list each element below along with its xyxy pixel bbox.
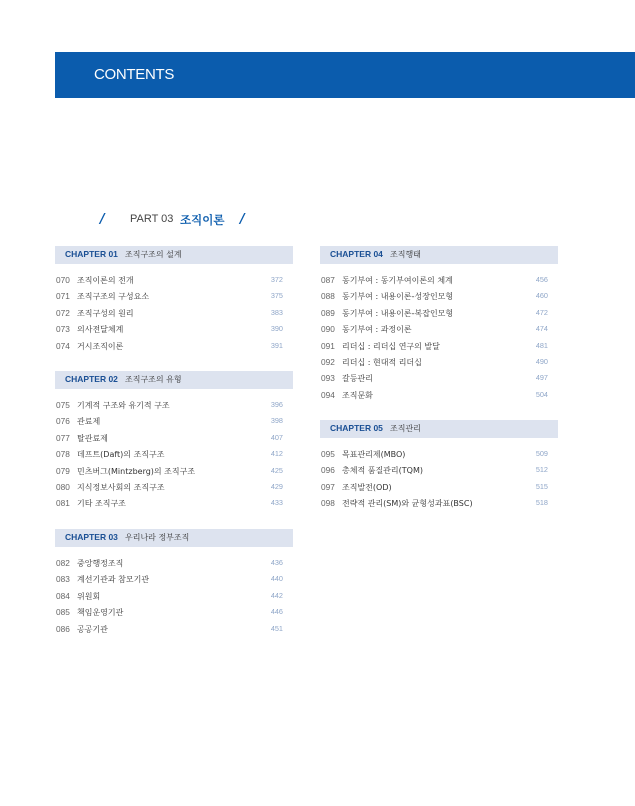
entry-page: 472 xyxy=(535,307,548,317)
entry-title: 동기부여 : 과정이론 xyxy=(342,325,412,335)
toc-entry[interactable] xyxy=(320,495,558,511)
entry-number: 089 xyxy=(321,307,335,318)
chapter-name: 조직구조의 유형 xyxy=(125,375,182,384)
entry-number: 094 xyxy=(321,389,335,400)
entry-number: 096 xyxy=(321,465,335,476)
entry-title: 관료제 xyxy=(77,417,101,427)
toc-entry[interactable] xyxy=(320,370,558,386)
chapter-section-01 xyxy=(55,246,293,354)
entry-page: 390 xyxy=(270,324,283,334)
toc-entry[interactable] xyxy=(55,413,293,429)
entry-number: 092 xyxy=(321,356,335,367)
chapter-header[interactable] xyxy=(320,246,558,264)
entry-number: 075 xyxy=(56,400,70,410)
toc-entry[interactable] xyxy=(55,571,293,587)
entry-number: 079 xyxy=(56,465,70,476)
toc-entry[interactable] xyxy=(55,495,293,511)
entry-number: 095 xyxy=(321,449,335,459)
chapter-name: 우리나라 정부조직 xyxy=(125,533,190,542)
toc-entry[interactable] xyxy=(55,621,293,637)
toc-entry[interactable] xyxy=(320,387,558,403)
chapter-section-05 xyxy=(320,420,558,512)
toc-entry[interactable] xyxy=(320,321,558,337)
entry-number: 070 xyxy=(56,275,70,285)
entry-number: 083 xyxy=(56,574,70,585)
toc-entry[interactable] xyxy=(55,604,293,620)
slash-left-icon: / xyxy=(100,212,105,227)
entry-title: 위원회 xyxy=(77,591,101,601)
entry-page: 383 xyxy=(270,307,283,317)
chapter-header[interactable] xyxy=(55,371,293,389)
entry-title: 지식정보사회의 조직구조 xyxy=(77,482,165,492)
toc-entry[interactable] xyxy=(55,272,293,288)
entry-page: 436 xyxy=(270,558,283,567)
entry-page: 451 xyxy=(270,623,283,633)
entry-page: 490 xyxy=(535,356,548,366)
toc-entry[interactable] xyxy=(55,479,293,495)
entry-title: 조직구성의 원리 xyxy=(77,308,134,318)
entry-page: 396 xyxy=(270,400,283,409)
slash-right-icon: / xyxy=(240,212,245,227)
toc-entry[interactable] xyxy=(55,305,293,321)
entry-title: 공공기관 xyxy=(77,624,108,634)
entry-title: 목표관리제(MBO) xyxy=(342,450,406,459)
entry-title: 조직구조의 구성요소 xyxy=(77,292,150,302)
chapter-header[interactable] xyxy=(55,246,293,264)
entry-number: 088 xyxy=(321,291,335,302)
entry-title: 총체적 품질관리(TQM) xyxy=(342,466,423,476)
entry-title: 리더십 : 현대적 리더십 xyxy=(342,357,422,367)
chapter-header[interactable] xyxy=(55,529,293,547)
entry-title: 동기부여 : 내용이론-성장인모형 xyxy=(342,292,454,302)
entry-page: 512 xyxy=(535,465,548,475)
entry-number: 084 xyxy=(56,590,70,601)
entry-number: 077 xyxy=(56,432,70,443)
entry-number: 085 xyxy=(56,607,70,618)
toc-entry[interactable] xyxy=(320,446,558,462)
entry-title: 갈등관리 xyxy=(342,374,373,384)
toc-entry[interactable] xyxy=(320,288,558,304)
toc-entry[interactable] xyxy=(55,446,293,462)
entry-title: 계선기관과 참모기관 xyxy=(77,575,150,585)
chapter-number: CHAPTER 03 xyxy=(65,532,118,542)
entry-number: 072 xyxy=(56,307,70,318)
chapter-section-02 xyxy=(55,371,293,512)
entry-page: 509 xyxy=(535,449,548,458)
entry-page: 440 xyxy=(270,574,283,584)
entry-page: 433 xyxy=(270,498,283,508)
entry-number: 074 xyxy=(56,340,70,351)
entry-page: 391 xyxy=(270,340,283,350)
entry-page: 442 xyxy=(270,590,283,600)
entry-title: 조직발전(OD) xyxy=(342,482,392,492)
entry-page: 412 xyxy=(270,449,283,459)
toc-entry[interactable] xyxy=(55,397,293,413)
toc-entry[interactable] xyxy=(320,479,558,495)
chapter-number: CHAPTER 04 xyxy=(330,249,383,259)
entry-number: 073 xyxy=(56,324,70,335)
entry-number: 091 xyxy=(321,340,335,351)
chapter-section-04 xyxy=(320,246,558,403)
entry-page: 515 xyxy=(535,481,548,491)
entry-number: 090 xyxy=(321,324,335,335)
entry-title: 기타 조직구조 xyxy=(77,499,126,509)
toc-entry[interactable] xyxy=(55,288,293,304)
chapter-section-03 xyxy=(55,529,293,637)
entry-title: 리더십 : 리더십 연구의 발달 xyxy=(342,341,440,351)
entry-title: 의사전달체계 xyxy=(77,325,124,335)
entry-title: 동기부여 : 내용이론-복잡인모형 xyxy=(342,308,454,318)
toc-entry[interactable] xyxy=(320,305,558,321)
entry-page: 372 xyxy=(270,275,283,284)
chapter-number: CHAPTER 01 xyxy=(65,249,118,259)
entry-page: 460 xyxy=(535,291,548,301)
entry-number: 093 xyxy=(321,373,335,384)
entry-number: 080 xyxy=(56,481,70,492)
toc-entry[interactable] xyxy=(55,321,293,337)
page-title: CONTENTS xyxy=(94,66,175,83)
entry-page: 446 xyxy=(270,607,283,617)
entry-title: 조직문화 xyxy=(342,390,373,400)
entry-number: 086 xyxy=(56,623,70,634)
part-title: 조직이론 xyxy=(180,213,225,227)
toc-entry[interactable] xyxy=(320,338,558,354)
toc-entry[interactable] xyxy=(55,555,293,571)
entry-page: 398 xyxy=(270,416,283,426)
entry-page: 481 xyxy=(535,340,548,350)
entry-title: 데프트(Daft)의 조직구조 xyxy=(77,450,165,460)
entry-page: 456 xyxy=(535,275,548,284)
entry-number: 078 xyxy=(56,449,70,460)
entry-page: 497 xyxy=(535,373,548,383)
chapter-name: 조직관리 xyxy=(390,424,421,433)
entry-page: 407 xyxy=(270,432,283,442)
entry-title: 전략적 관리(SM)와 균형성과표(BSC) xyxy=(342,499,473,509)
entry-page: 474 xyxy=(535,324,548,334)
entry-number: 098 xyxy=(321,498,335,509)
toc-entry[interactable] xyxy=(320,272,558,288)
entry-title: 책임운영기관 xyxy=(77,608,124,618)
entry-number: 081 xyxy=(56,498,70,509)
entry-title: 동기부여 : 동기부여이론의 체계 xyxy=(342,276,453,285)
entry-number: 082 xyxy=(56,558,70,568)
toc-entry[interactable] xyxy=(55,338,293,354)
entry-title: 조직이론의 전개 xyxy=(77,276,134,285)
entry-title: 기계적 구조와 유기적 구조 xyxy=(77,401,170,410)
entry-title: 민츠버그(Mintzberg)의 조직구조 xyxy=(77,466,196,476)
chapter-name: 조직구조의 설계 xyxy=(125,250,182,259)
chapter-number: CHAPTER 05 xyxy=(330,423,383,433)
entry-page: 429 xyxy=(270,481,283,491)
entry-number: 097 xyxy=(321,481,335,492)
toc-entry[interactable] xyxy=(320,354,558,370)
entry-title: 중앙행정조직 xyxy=(77,559,124,568)
entry-page: 425 xyxy=(270,465,283,475)
entry-page: 518 xyxy=(535,498,548,508)
toc-entry[interactable] xyxy=(55,430,293,446)
entry-number: 076 xyxy=(56,416,70,427)
toc-entry[interactable] xyxy=(320,462,558,478)
chapter-name: 조직행태 xyxy=(390,250,421,259)
entry-title: 거시조직이론 xyxy=(77,341,124,351)
entry-page: 504 xyxy=(535,389,548,399)
entry-title: 탈관료제 xyxy=(77,433,108,443)
entry-number: 087 xyxy=(321,275,335,285)
chapter-header[interactable] xyxy=(320,420,558,438)
toc-entry[interactable] xyxy=(55,463,293,479)
entry-page: 375 xyxy=(270,291,283,301)
part-label: PART 03 xyxy=(130,213,174,225)
toc-entry[interactable] xyxy=(55,588,293,604)
part-heading xyxy=(100,210,260,230)
header-banner xyxy=(55,52,635,98)
entry-number: 071 xyxy=(56,291,70,302)
chapter-number: CHAPTER 02 xyxy=(65,374,118,384)
